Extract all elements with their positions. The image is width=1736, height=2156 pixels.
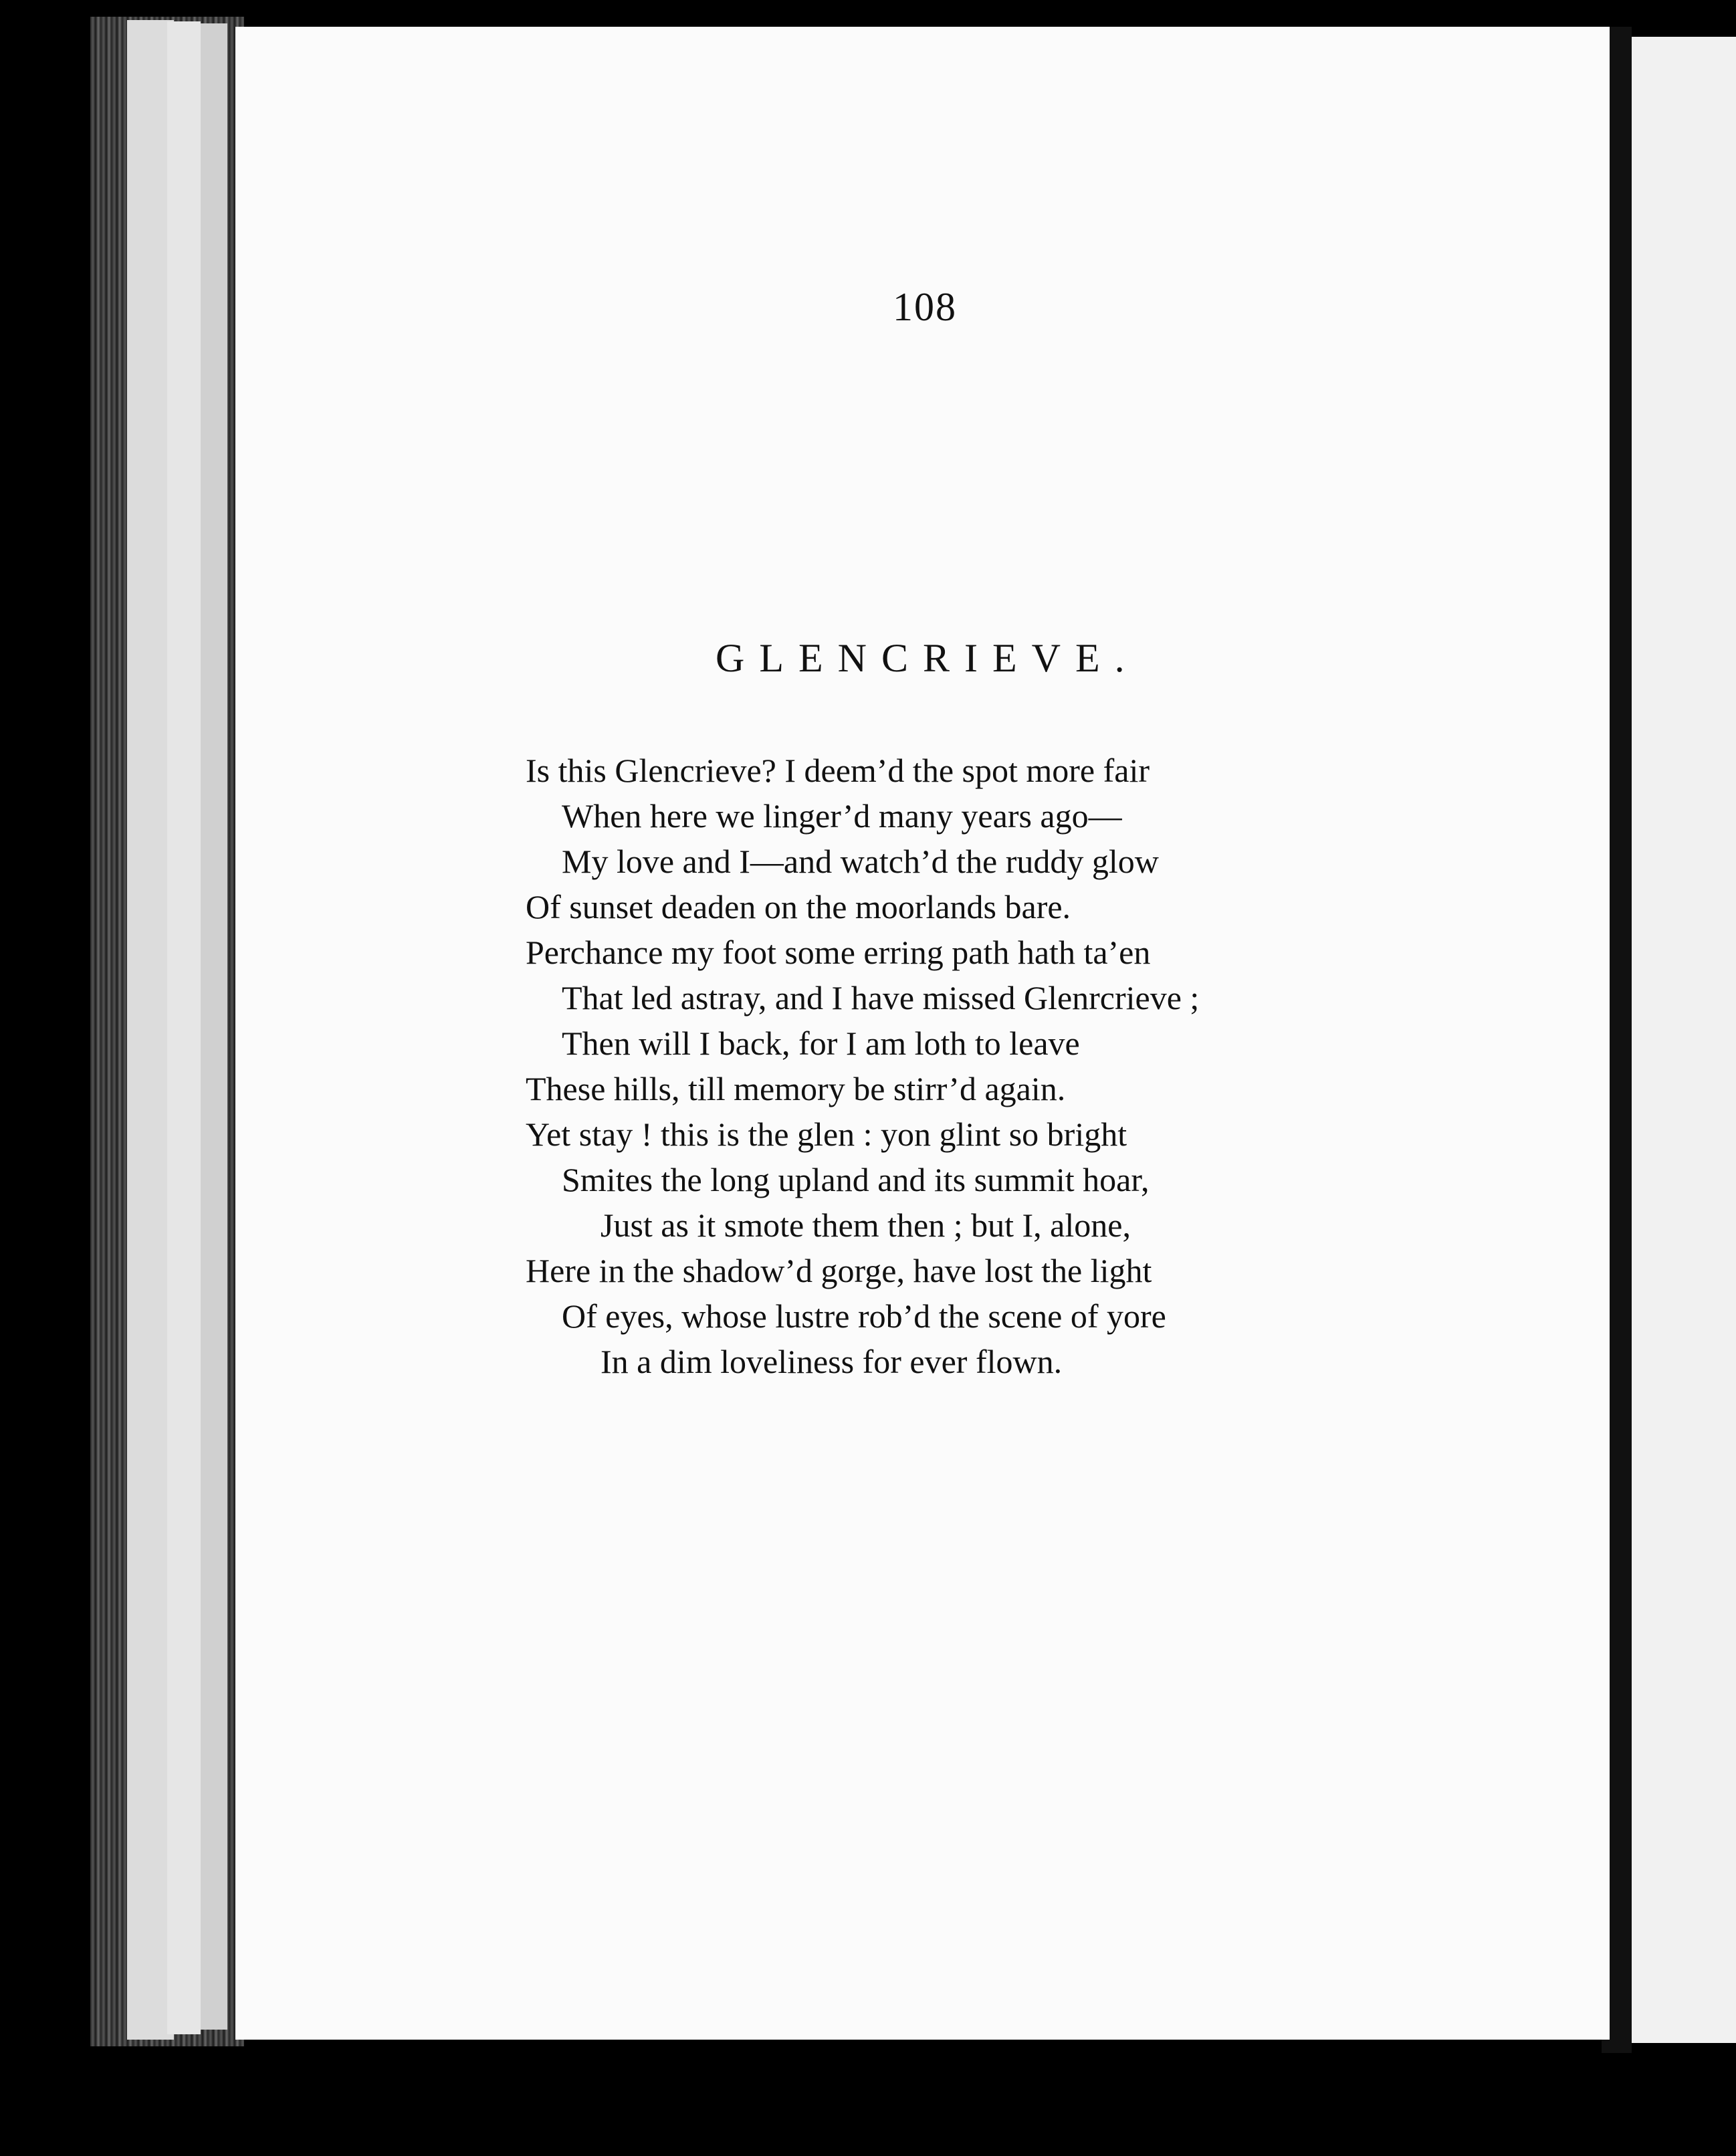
poem-line: In a dim loveliness for ever flown. [601, 1343, 1063, 1380]
poem-title: GLENCRIEVE. [716, 636, 1140, 680]
page-edge-strip [201, 23, 227, 2030]
page-number: 108 [893, 285, 957, 329]
poem-body [526, 748, 1328, 1384]
poem-line: Here in the shadow’d gorge, have lost the light [526, 1252, 1152, 1289]
poem-line: These hills, till memory be stirr’d again. [526, 1070, 1066, 1107]
poem-line: That led astray, and I have missed Glenrcrieve ; [562, 979, 1200, 1016]
poem-line: Of sunset deaden on the moorlands bare. [526, 888, 1071, 926]
poem-line: Of eyes, whose lustre rob’d the scene of yore [562, 1297, 1166, 1335]
poem-line: Perchance my foot some erring path hath ta’en [526, 934, 1151, 971]
poem-line: Is this Glencrieve? I deem’d the spot more fair [526, 752, 1150, 789]
page-edge-strip [167, 21, 201, 2034]
poem-line: Smites the long upland and its summit hoar, [562, 1161, 1150, 1198]
poem-line: Then will I back, for I am loth to leave [562, 1025, 1080, 1062]
poem-line: My love and I—and watch’d the ruddy glow [562, 843, 1159, 880]
poem-line: Just as it smote them then ; but I, alone, [601, 1206, 1131, 1244]
poem-line: When here we linger’d many years ago— [562, 797, 1122, 835]
facing-page-edge [1632, 37, 1736, 2043]
poem-line: Yet stay ! this is the glen : yon glint so bright [526, 1115, 1127, 1153]
